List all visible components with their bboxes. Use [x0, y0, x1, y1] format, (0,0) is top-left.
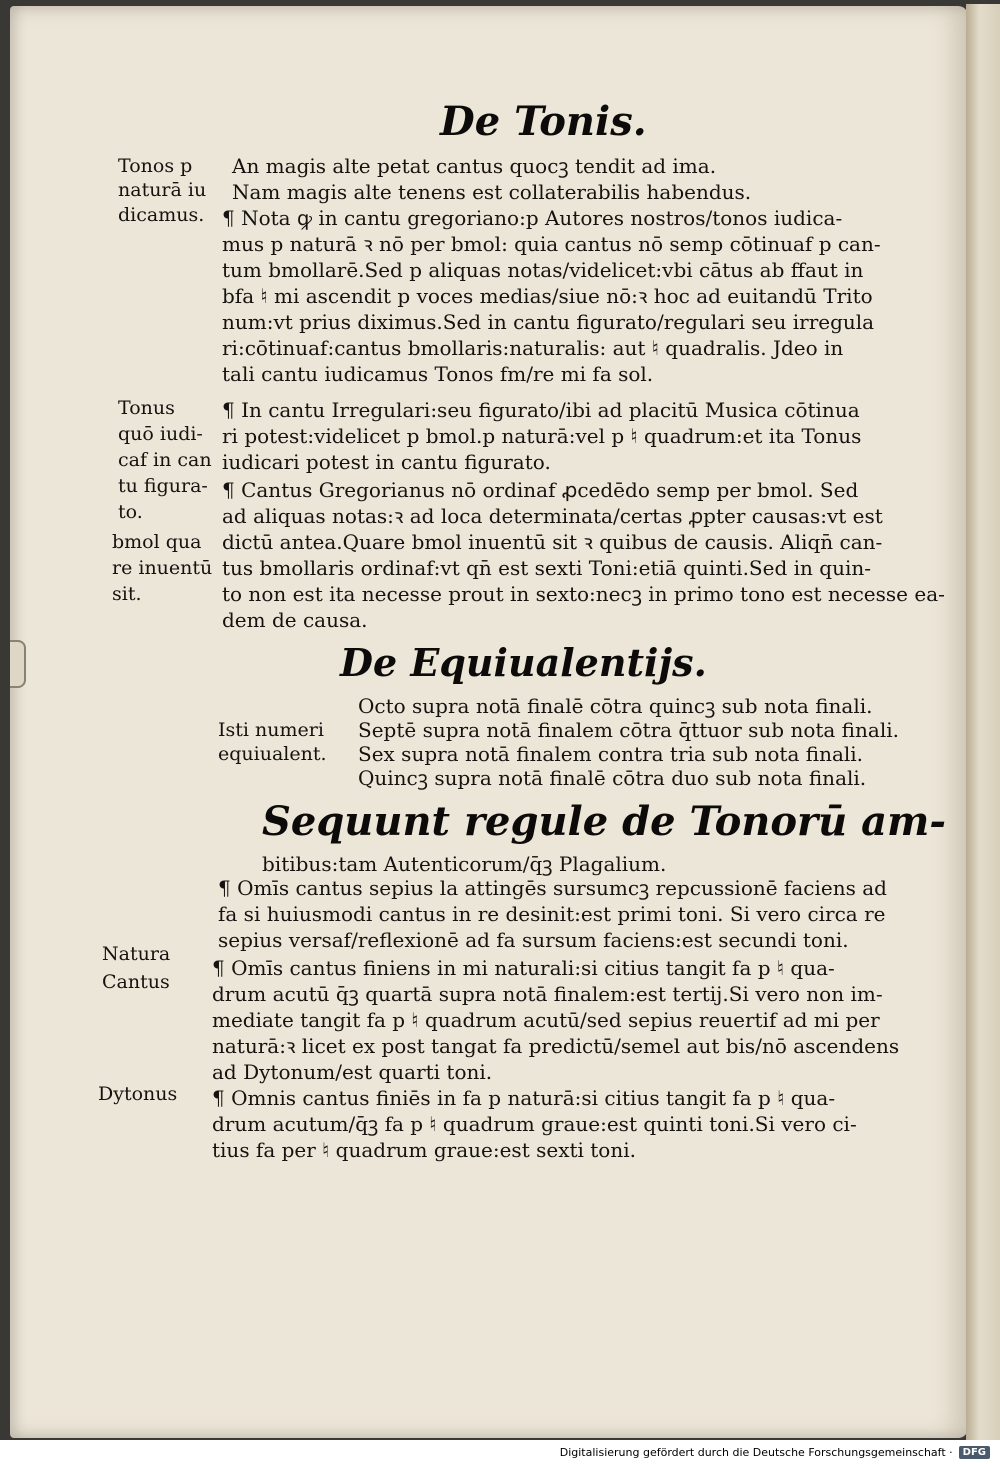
margin-note: Isti numeri	[218, 719, 324, 741]
margin-note: caf in can	[118, 449, 212, 471]
equiv-line: Sex supra notā finalem contra tria sub nota finali.	[358, 742, 864, 766]
body-line: tum bmollarē.Sed p aliquas notas/videlicet:vbi cātus ab ffaut in	[222, 258, 864, 282]
body-line: tali cantu iudicamus Tonos fm/re mi fa sol.	[222, 362, 654, 386]
regule-line: ¶ Omīs cantus finiens in mi naturali:si citius tangit fa p ♮ qua-	[212, 956, 835, 980]
page-tab-marker	[10, 640, 26, 688]
dfg-logo: DFG	[959, 1446, 990, 1459]
regule-line: sepius versaf/reflexionē ad fa sursum faciens:est secundi toni.	[218, 928, 849, 952]
body-line: dictū antea.Quare bmol inuentū sit ꝛ quibus de causis. Aliqn̄ can-	[222, 530, 883, 554]
footer-credit: Digitalisierung gefördert durch die Deutsche Forschungsgemeinschaft ·	[559, 1445, 953, 1459]
body-line: Nam magis alte tenens est collaterabilis habendus.	[232, 180, 752, 204]
margin-note: tu figura-	[118, 475, 208, 497]
footer-bar	[0, 1440, 1000, 1464]
regule-line: drum acutū q̄ꝫ quartā supra notā finalem:est tertij.Si vero non im-	[212, 982, 883, 1006]
margin-note: to.	[118, 501, 143, 523]
margin-note: quō iudi-	[118, 423, 203, 445]
regule-line: tius fa per ♮ quadrum graue:est sexti toni.	[212, 1138, 636, 1162]
margin-note: dicamus.	[118, 204, 205, 226]
equiv-line: Octo supra notā finalē cōtra quincꝫ sub nota finali.	[358, 694, 873, 718]
body-line: tus bmollaris ordinaf:vt qn̄ est sexti Toni:etiā quinti.Sed in quin-	[222, 556, 871, 580]
regule-line: ¶ Omīs cantus sepius la attingēs sursumcꝫ repcussionē faciens ad	[218, 876, 887, 900]
margin-note: re inuentū	[112, 557, 213, 579]
body-line: to non est ita necesse prout in sexto:necꝫ in primo tono est necesse ea-	[222, 582, 945, 606]
margin-note: equiualent.	[218, 743, 327, 765]
regule-line: drum acutum/q̄ꝫ fa p ♮ quadrum graue:est quinti toni.Si vero ci-	[212, 1112, 857, 1136]
regule-line: mediate tangit fa p ♮ quadrum acutū/sed sepius reuertif ad mi per	[212, 1008, 880, 1032]
body-line: mus p naturā ꝛ nō per bmol: quia cantus nō semp cōtinuaf p can-	[222, 232, 881, 256]
adjacent-page-edge	[966, 4, 1000, 1440]
body-line: ad aliquas notas:ꝛ ad loca determinata/certas ꝓpter causas:vt est	[222, 504, 883, 528]
body-line: num:vt prius diximus.Sed in cantu figurato/regulari seu irregula	[222, 310, 875, 334]
margin-note: Natura	[102, 943, 171, 965]
margin-note: Cantus	[102, 971, 170, 993]
body-line: bfa ♮ mi ascendit p voces medias/siue nō:ꝛ hoc ad euitandū Trito	[222, 284, 873, 308]
equiv-line: Quincꝫ supra notā finalē cōtra duo sub nota finali.	[358, 766, 867, 790]
regule-line: naturā:ꝛ licet ex post tangat fa predictū/semel aut bis/nō ascendens	[212, 1034, 900, 1058]
heading-de-tonis: De Tonis.	[440, 98, 647, 145]
margin-note: Tonus	[118, 397, 175, 419]
margin-note: Tonos p	[118, 155, 193, 177]
body-line: iudicari potest in cantu figurato.	[222, 450, 551, 474]
heading-sequunt-regule-cont: bitibus:tam Autenticorum/q̄ꝫ Plagalium.	[262, 852, 667, 876]
body-line: ¶ Nota ꝙ in cantu gregoriano:p Autores nostros/tonos iudica-	[222, 206, 843, 230]
regule-line: fa si huiusmodi cantus in re desinit:est primi toni. Si vero circa re	[218, 902, 886, 926]
body-line: ri potest:videlicet p bmol.p naturā:vel p ♮ quadrum:et ita Tonus	[222, 424, 862, 448]
body-line: ¶ In cantu Irregulari:seu figurato/ibi ad placitū Musica cōtinua	[222, 398, 860, 422]
margin-note: naturā iu	[118, 179, 207, 201]
body-line: dem de causa.	[222, 608, 368, 632]
equiv-line: Septē supra notā finalem cōtra q̄ttuor sub nota finali.	[358, 718, 899, 742]
margin-note: Dytonus	[98, 1083, 178, 1105]
margin-note: bmol qua	[112, 531, 202, 553]
regule-line: ¶ Omnis cantus finiēs in fa p naturā:si citius tangit fa p ♮ qua-	[212, 1086, 836, 1110]
regule-line: ad Dytonum/est quarti toni.	[212, 1060, 493, 1084]
heading-sequunt-regule: Sequunt regule de Tonorū am-	[262, 798, 946, 845]
body-line: ri:cōtinuaf:cantus bmollaris:naturalis: aut ♮ quadralis. Jdeo in	[222, 336, 844, 360]
heading-de-equiualentijs: De Equiualentijs.	[340, 640, 707, 685]
body-line: An magis alte petat cantus quocꝫ tendit ad ima.	[232, 154, 717, 178]
body-line: ¶ Cantus Gregorianus nō ordinaf ꝓcedēdo semp per bmol. Sed	[222, 478, 859, 502]
margin-note: sit.	[112, 583, 142, 605]
